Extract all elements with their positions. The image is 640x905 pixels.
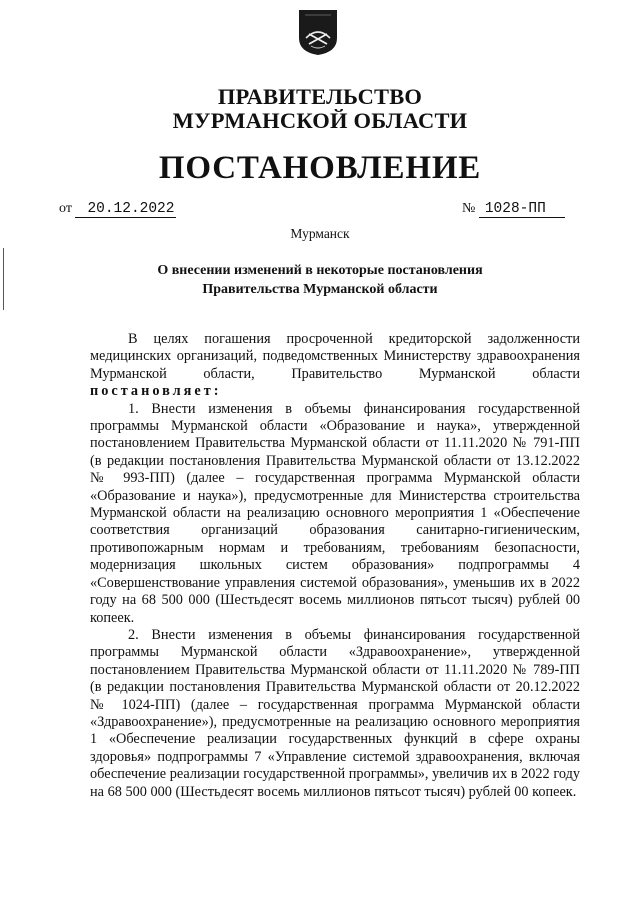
- intro-paragraph: [90, 331, 580, 401]
- number-prefix: №: [462, 201, 476, 216]
- number-value: 1028-ПП: [479, 201, 565, 218]
- item-1-paragraph: 1. Внести изменения в объемы финансирования государственной программы Мурманской области «Образование и наука», утвержденной постановлением Правительства Мурманской области от 11.11.2020 № 791-ПП (в редакции постановления Правительства Мурманской области от 13.12.2022 № 993-ПП) (далее – государственная программа Мурманской области «Образование и наука»), предусмотренные для Министерства строительства Мурманской области на реализацию основного мероприятия 1 «Обеспечение соответствия организаций образования санитарно-гигиеническим, противопожарным нормам и требованиям, требованиям безопасности, модернизация школьных систем образования» подпрограммы 4 «Совершенствование управления системой образования», уменьшив их в 2022 году на 68 500 000 (Шестьдесят восемь миллионов пятьсот тысяч) рублей 00 копеек.: [90, 400, 580, 626]
- government-title-line1: ПРАВИТЕЛЬСТВО: [217, 84, 423, 109]
- document-number: [462, 201, 565, 218]
- intro-text: В целях погашения просроченной кредиторской задолженности медицинских организаций, подведомственных Министерству здравоохранения Мурманской области, Правительство Мурманской области: [90, 331, 580, 382]
- scan-margin-mark: [3, 248, 4, 310]
- city-name: Мурманск: [290, 226, 350, 241]
- coat-of-arms-icon: [297, 8, 339, 56]
- item-2-paragraph: 2. Внести изменения в объемы финансирования государственной программы Мурманской области «Здравоохранение», утвержденной постановлением Правительства Мурманской области от 11.11.2020 № 789-ПП (в редакции постановления Правительства Мурманской области от 20.12.2022 № 1024-ПП) (далее – государственная программа Мурманской области «Здравоохранение»), предусмотренные на реализацию основного мероприятия 1 «Обеспечение реализации государственных функций в сфере охраны здоровья» подпрограммы 7 «Управление системой здравоохранения, включая обеспечение реализации государственной программы», увеличив их в 2022 году на 68 500 000 (Шестьдесят восемь миллионов пятьсот тысяч) рублей 00 копеек.: [90, 626, 580, 800]
- subject-line1: О внесении изменений в некоторые постановления: [157, 263, 483, 278]
- document-type-title: ПОСТАНОВЛЕНИЕ: [158, 150, 482, 186]
- date-value: 20.12.2022: [75, 201, 176, 218]
- date-prefix: от: [59, 201, 72, 216]
- subject-line2: Правительства Мурманской области: [202, 282, 438, 297]
- document-date: [59, 201, 176, 218]
- government-title-line2: МУРМАНСКОЙ ОБЛАСТИ: [172, 108, 468, 133]
- document-body: [90, 331, 580, 801]
- resolves-word: постановляет:: [90, 383, 222, 400]
